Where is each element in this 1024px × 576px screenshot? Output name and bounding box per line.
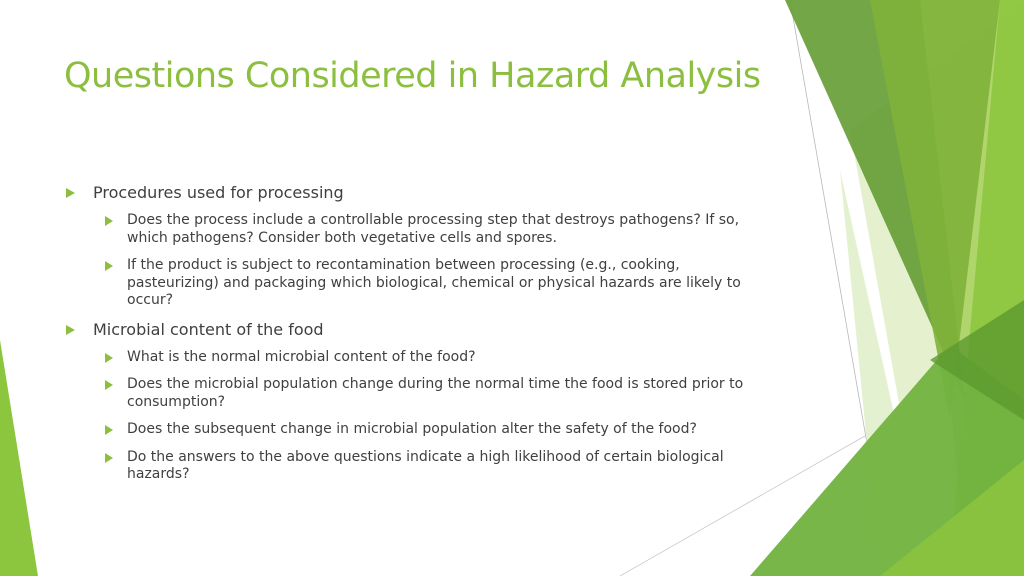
triangle-bullet-icon [105, 261, 113, 271]
triangle-bullet-icon [105, 425, 113, 435]
content-body [64, 183, 774, 494]
section-heading-text: Microbial content of the food [93, 319, 324, 339]
section-heading [64, 320, 774, 340]
section-heading [64, 183, 774, 203]
list-item [64, 376, 774, 411]
section-microbial [64, 320, 774, 484]
list-item-text: Does the subsequent change in microbial population alter the safety of the food? [127, 421, 697, 437]
triangle-bullet-icon [105, 380, 113, 390]
section-processing [64, 183, 774, 310]
list-item [64, 257, 774, 310]
list-item-text: Does the process include a controllable processing step that destroys pathogens? If so, which pathogens? Consider both vegetative cells and spores. [127, 212, 740, 246]
list-item-text: Do the answers to the above questions indicate a high likelihood of certain biological hazards? [127, 448, 724, 482]
list-item [64, 449, 774, 484]
list-item [64, 421, 774, 439]
triangle-bullet-icon [105, 453, 113, 463]
list-item-text: Does the microbial population change during the normal time the food is stored prior to consumption? [127, 376, 744, 410]
slide-title: Questions Considered in Hazard Analysis [64, 56, 761, 96]
triangle-bullet-icon [66, 188, 75, 198]
list-item-text: What is the normal microbial content of the food? [127, 348, 476, 365]
list-item [64, 349, 774, 367]
list-item [64, 212, 774, 247]
left-edge-shape [0, 340, 38, 576]
section-heading-text: Procedures used for processing [93, 183, 344, 202]
triangle-bullet-icon [105, 216, 113, 226]
triangle-bullet-icon [66, 325, 75, 335]
list-item-text: If the product is subject to recontamination between processing (e.g., cooking, pasteurizing) and packaging which biological, chemical or physical hazards are likely to occur? [127, 257, 741, 308]
triangle-bullet-icon [105, 353, 113, 363]
